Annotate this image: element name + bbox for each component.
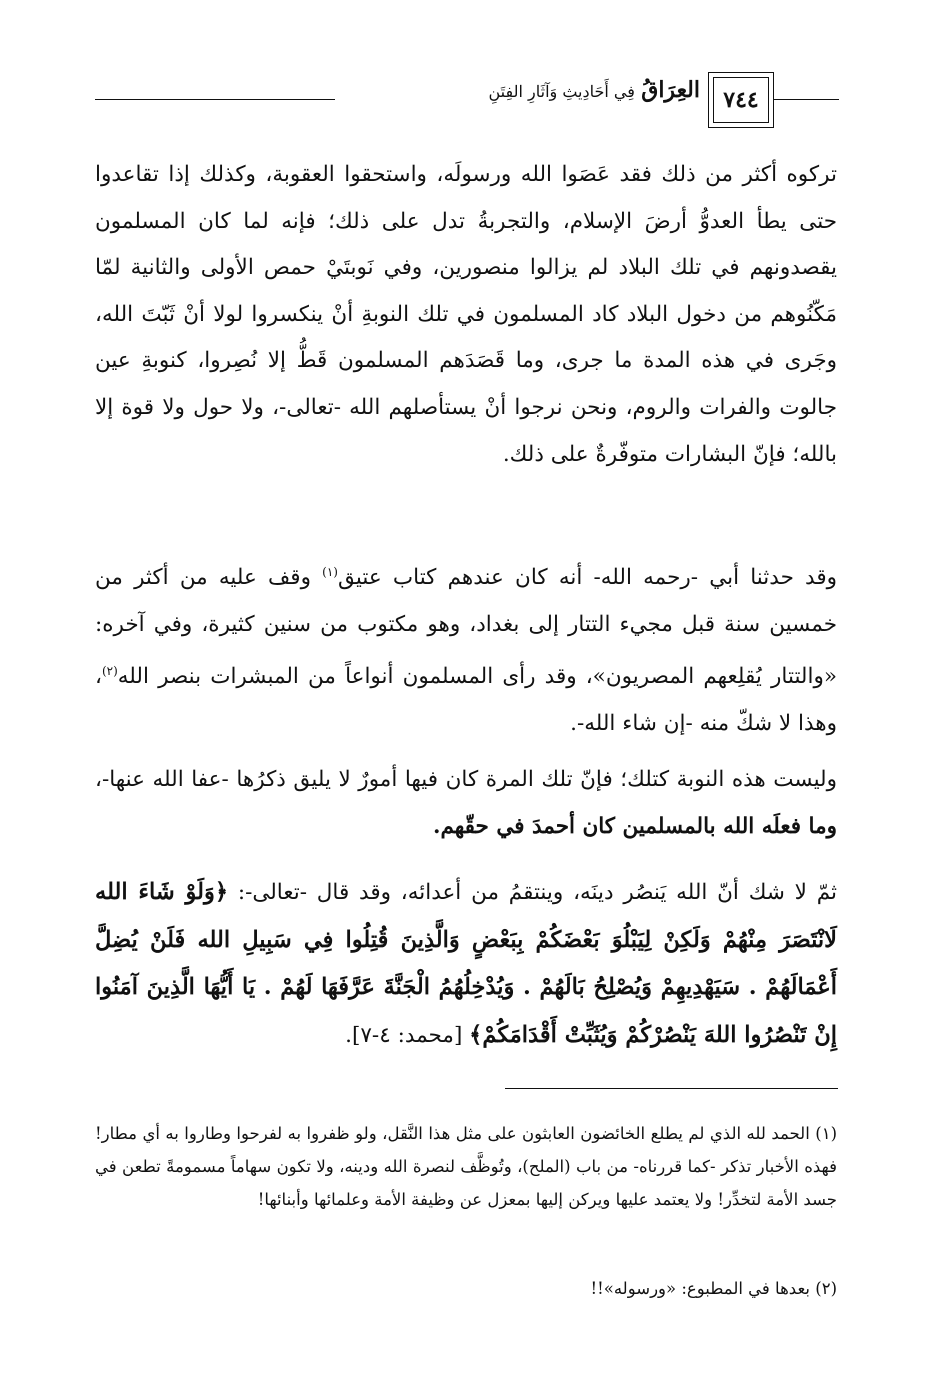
paragraph-2-text-a: وقد حدثنا أبي -رحمه الله- أنه كان عندهم كتاب عتيق: [337, 565, 837, 591]
paragraph-3-bold-text: وما فعلَه الله بالمسلمين كان أحمدَ في حقّهم.: [432, 813, 837, 839]
paragraph-2: [95, 549, 837, 748]
footnote-ref-2[interactable]: (٢): [101, 664, 118, 679]
header-rule-right: [774, 99, 839, 100]
footnote-separator: [505, 1088, 838, 1089]
paragraph-3-text: وليست هذه النوبة كتلك؛ فإنّ تلك المرة كان فيها أمورٌ لا يليق ذكرُها -عفا الله عنها-،: [95, 767, 837, 792]
paragraph-4-intro: ثمّ لا شك أنّ الله يَنصُر دينَه، وينتقمُ من أعدائه، وقد قال -تعالى-:: [228, 880, 837, 905]
paragraph-4: [95, 869, 837, 1059]
quran-verse: ﴿وَلَوْ شَاءَ الله لَانْتَصَرَ مِنْهُمْ وَلَكِنْ لِيَبْلُوَ بَعْضَكُمْ بِبَعْضٍ وَالَّذِينَ قُتِلُوا فِي سَبِيلِ الله فَلَنْ يُضِلَّ أَعْمَالَهُمْ . سَيَهْدِيهِمْ وَيُصْلِحُ بَالَهُمْ . وَيُدْخِلُهُمُ الْجَنَّةَ عَرَّفَهَا لَهُمْ . يَا أَيُّهَا الَّذِينَ آمَنُوا إِنْ تَنْصُرُوا اللهَ يَنْصُرْكُمْ وَيُثَبِّتْ أَقْدَامَكُمْ﴾: [95, 879, 837, 1048]
book-title: العِرَاقُ: [641, 77, 700, 103]
paragraph-3: [95, 757, 837, 850]
page-number: ٧٤٤: [713, 77, 769, 123]
running-header-title: [330, 70, 700, 110]
paragraph-2-text-c: ، وهذا لا شكّ منه -إن شاء الله-.: [95, 664, 837, 737]
book-subtitle: فِي أَحَادِيثِ وَآثَارِ الفِتَنِ: [488, 82, 635, 101]
quran-citation: [محمد: ٤-٧].: [345, 1022, 470, 1048]
footnote-1: (١) الحمد لله الذي لم يطلع الخائضون العابثون على مثل هذا النَّقل، ولو ظفروا به لفرحوا وطاروا به أي مطار! فهذه الأخبار تذكر -كما قررناه- من باب (الملح)، وتُوظَّف لنصرة الله ودينه، ولا تكون سهاماً مسمومةً تطعن في جسد الأمة لتخدِّر! ولا يعتمد عليها ويركن إليها بمعزل عن وظيفة الأمة وعلمائها وأبنائها!: [95, 1124, 837, 1209]
footnote-2: (٢) بعدها في المطبوع: «ورسوله»!!: [590, 1279, 837, 1298]
footnote-ref-1[interactable]: (١): [322, 565, 338, 579]
paragraph-2-text-b: وقف عليه من أكثر من خمسين سنة قبل مجيء التتار إلى بغداد، وهو مكتوب من سنين كثيرة، وفي آخره: «والتتار يُقلِعهم المصريون»، وقد رأى المسلمون أنواعاً من المبشرات بنصر الله: [95, 565, 837, 690]
header-rule-left: [95, 99, 335, 100]
paragraph-1: تركوه أكثر من ذلك فقد عَصَوا الله ورسولَه، واستحقوا العقوبة، وكذلك إذا تقاعدوا حتى يطأ العدوُّ أرضَ الإسلام، والتجربةُ تدل على ذلك؛ فإنه لما كان المسلمون يقصدونهم في تلك البلاد لم يزالوا منصورين، وفي نَوبتَيْ حمص الأولى والثانية لمّا مَكّنُوهم من دخول البلاد كاد المسلمون في تلك النوبةِ أنْ ينكسروا لولا أنْ ثَبّتَ الله، وجَرى في هذه المدة ما جرى، وما قَصَدَهم المسلمون قَطُّ إلا نُصِروا، كنوبةِ عين جالوت والفرات والروم، ونحن نرجوا أنْ يستأصلهم الله -تعالى-، ولا حول ولا قوة إلا بالله؛ فإنّ البشارات متوفّرةٌ على ذلك.: [95, 162, 837, 467]
